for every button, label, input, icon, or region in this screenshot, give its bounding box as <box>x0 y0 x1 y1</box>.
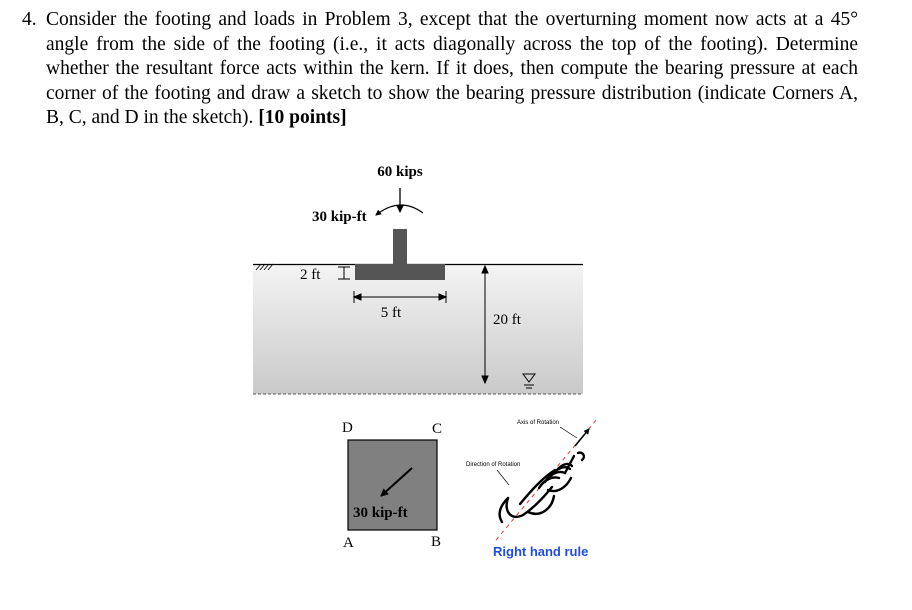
plan-moment-label: 30 kip-ft <box>353 505 408 521</box>
corner-d-label: D <box>342 420 353 436</box>
right-hand-rule-caption: Right hand rule <box>493 544 589 559</box>
corner-b-label: B <box>431 534 442 550</box>
footing-base <box>355 264 445 280</box>
corner-c-label: C <box>432 421 443 437</box>
elevation-moment-label: 30 kip-ft <box>312 209 367 225</box>
direction-leader-line <box>497 470 509 485</box>
water-depth-label: 20 ft <box>493 312 521 328</box>
problem-points: [10 points] <box>258 107 347 129</box>
vertical-load-label: 60 kips <box>377 164 423 180</box>
direction-of-rotation-label: Direction of Rotation <box>466 462 521 468</box>
axis-of-rotation-label: Axis of Rotation <box>517 420 560 426</box>
problem-text: Consider the footing and loads in Problem 3, except that the overturning moment now acts at a 45° angle from the side of the footing (i.e., it acts diagonally across the top of the footing). Determine whether the resultant force acts within the kern. If it does, then compute the bearing pressure at each corner of the footing and draw a sketch to show the bearing pressure distribution (indicate Corners A, B, C, and D in the sketch). <box>46 9 858 129</box>
problem-number: 4. <box>22 9 37 30</box>
right-hand-rule-diagram <box>466 419 597 559</box>
axis-leader-line <box>560 427 577 438</box>
width-dimension-label: 5 ft <box>380 305 402 321</box>
axis-arrow <box>575 429 589 446</box>
corner-a-label: A <box>343 535 354 551</box>
footing-column <box>393 229 407 266</box>
depth-dimension-label: 2 ft <box>300 267 321 283</box>
